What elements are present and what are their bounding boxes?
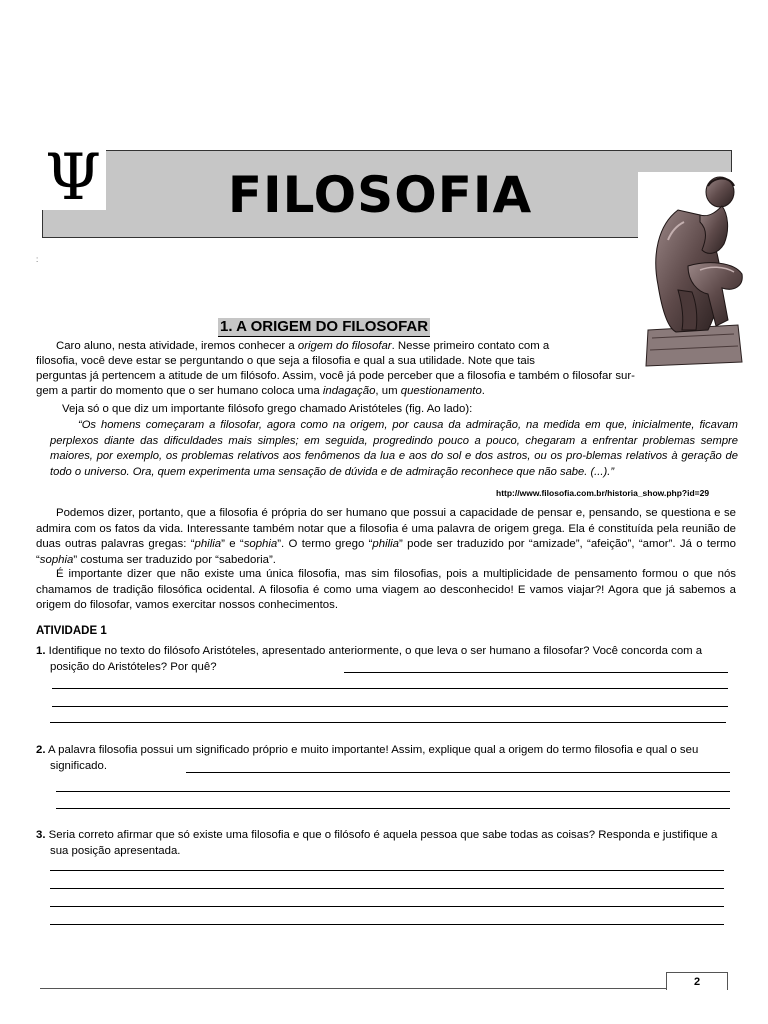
question-3	[36, 828, 736, 859]
answer-line[interactable]	[50, 722, 726, 723]
intro-text: Caro aluno, nesta atividade, iremos conhecer a	[56, 340, 298, 352]
paragraph-text: ”. O termo grego “	[277, 538, 373, 550]
page-number: 2	[666, 972, 728, 990]
intro-emphasis: questionamento	[400, 385, 482, 397]
intro-line-1	[56, 339, 549, 355]
intro-text: , um	[375, 385, 401, 397]
answer-line[interactable]	[56, 808, 730, 809]
paragraph-text: ” e “	[221, 538, 244, 550]
intro-text: . Nesse primeiro contato com a	[391, 340, 550, 352]
answer-line[interactable]	[52, 706, 728, 707]
term-sophia: sophia	[39, 553, 74, 566]
paragraph-text: Podemos dizer, portanto, que a filosofia é própria do ser humano que possui a capacidade de pensar e, pensando, se questiona e se admira com os fatos da vida. Interessante também notar que a filosofia é uma palavra de origem grega. Ela é constituída pela reunião de duas outras palavras gregas: “	[36, 507, 736, 550]
paragraph-multiple-philosophies: É importante dizer que não existe uma única filosofia, mas sim filosofias, pois a multiplicidade de pensamento formou o que nós chamamos de tradição filosófica ocidental. A filosofia é como uma viagem ao desconhecido! E vamos viajar?! Agora que já sabemos a origem do filosofar, vamos exercitar nossos conhecimentos.	[36, 568, 736, 611]
answer-line[interactable]	[56, 791, 730, 792]
question-1	[36, 644, 736, 675]
activity-heading: ATIVIDADE 1	[36, 625, 107, 637]
paragraph-greek-origin	[36, 506, 736, 568]
intro-line-4	[36, 384, 485, 400]
question-number: 3.	[36, 829, 46, 841]
answer-line[interactable]	[50, 906, 724, 907]
aristotle-quote: “Os homens começaram a filosofar, agora como na origem, por causa da admiração, na medida em que, inicialmente, ficavam perplexos diante das dificuldades mais simples; em seguida, progredindo pouco a pouco, chegaram a enfrentar problemas sempre maiores, por exemplo, os problemas relativos aos fenômenos da lua e aos do sol e dos astros, ou os pro-blemas relativos à geração de todo o universo. Ora, quem experimenta uma sensação de dúvida e de admiração reconhece que não sabe. (...).”	[50, 419, 738, 478]
question-text: A palavra filosofia possui um significado próprio e muito importante! Assim, explique qual a origem do termo filosofia e qual o seu significado.	[48, 744, 699, 772]
term-philia: philia	[372, 538, 400, 550]
answer-line[interactable]	[344, 672, 728, 673]
section-title: 1. A ORIGEM DO FILOSOFAR	[220, 318, 429, 335]
answer-line[interactable]	[50, 924, 724, 925]
psi-logo-icon: Ψ	[44, 141, 102, 215]
answer-line[interactable]	[50, 870, 724, 871]
question-text: Seria correto afirmar que só existe uma filosofia e que o filósofo é aquela pessoa que sabe todas as coisas? Responda e justifique a sua posição apresentada.	[48, 829, 718, 857]
question-2	[36, 743, 736, 774]
question-text: Identifique no texto do filósofo Aristóteles, apresentado anteriormente, o que leva o ser humano a filosofar? Você concorda com a posição do Aristóteles? Por quê?	[48, 645, 703, 673]
intro-text: .	[481, 385, 485, 397]
intro-emphasis: origem do filosofar	[297, 340, 392, 352]
question-number: 2.	[36, 744, 46, 756]
answer-line[interactable]	[50, 888, 724, 889]
term-sophia: sophia	[243, 538, 278, 550]
answer-line[interactable]	[186, 772, 730, 773]
paragraph-text: ” costuma ser traduzido por “sabedoria”.	[73, 553, 276, 566]
intro-line-3: perguntas já pertencem a atitude de um filósofo. Assim, você já pode perceber que a filosofia e também o filosofar sur-	[36, 370, 635, 382]
thinker-statue-icon	[638, 170, 748, 370]
intro-text: gem a partir do momento que o ser humano coloca uma	[36, 385, 323, 397]
intro-line-5: Veja só o que diz um importante filósofo grego chamado Aristóteles (fig. Ao lado):	[62, 403, 473, 415]
term-philia: philia	[194, 538, 222, 550]
source-url: http://www.filosofia.com.br/historia_show.php?id=29	[496, 488, 710, 498]
question-number: 1.	[36, 645, 46, 657]
page-title: FILOSOFIA	[227, 166, 533, 224]
intro-emphasis: indagação	[322, 385, 376, 397]
answer-line[interactable]	[52, 688, 728, 689]
intro-line-2: filosofia, você deve estar se perguntando o que seja a filosofia e qual a sua utilidade. Note que tais	[36, 355, 535, 367]
paragraph-text: ” pode ser traduzido por “amizade”, “afeição”, “amor”. Já o termo “	[36, 538, 736, 566]
tiny-mark: :	[36, 255, 39, 264]
footer-divider	[40, 988, 706, 989]
